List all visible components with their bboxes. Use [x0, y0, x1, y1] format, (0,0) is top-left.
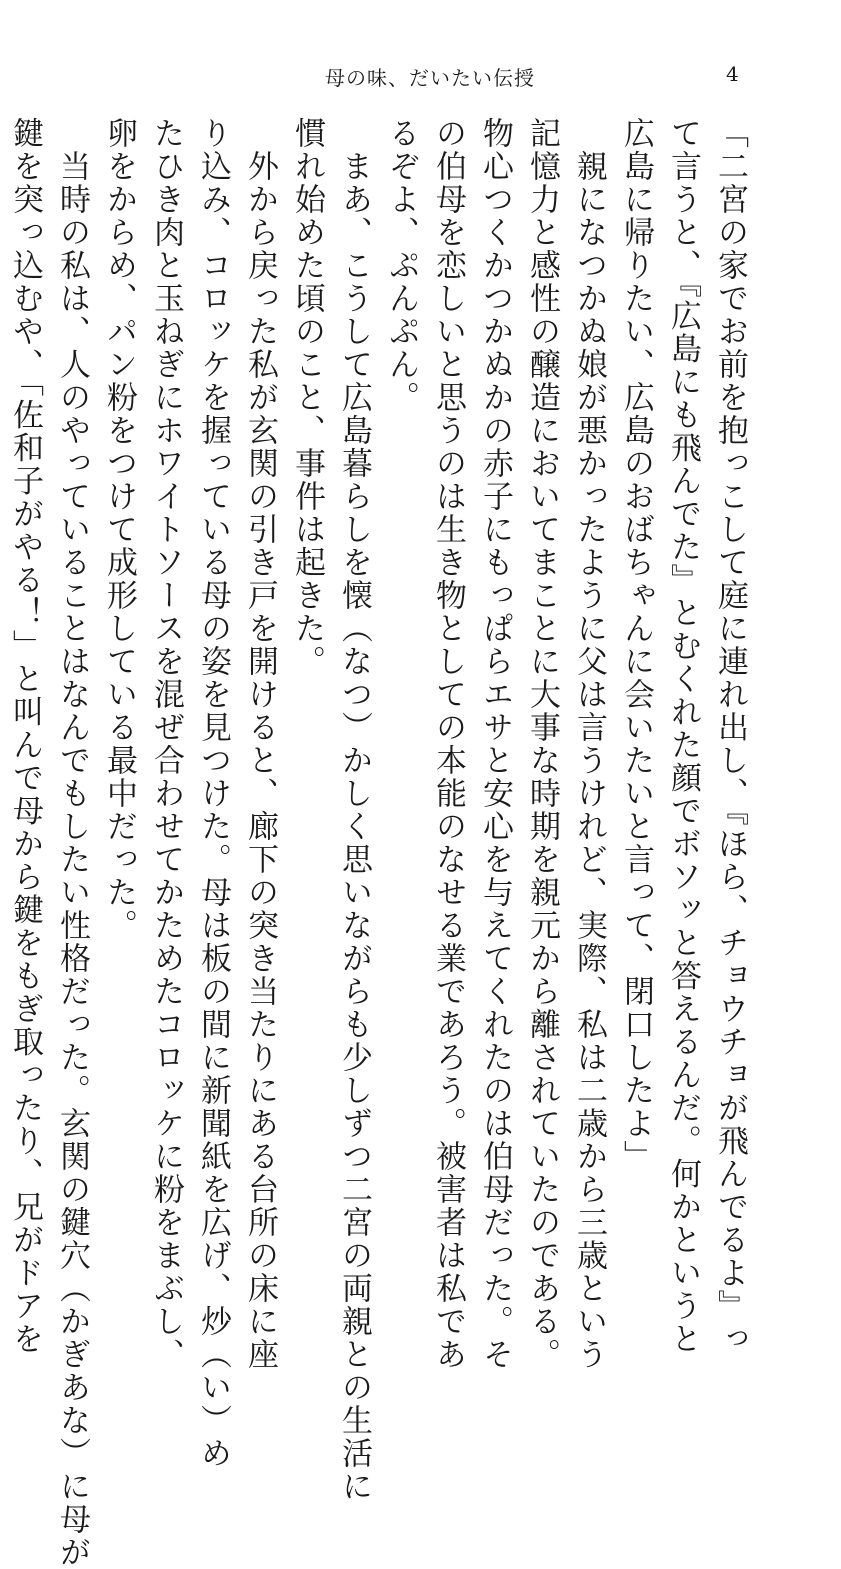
text-line: 当時の私は、人のやっていることはなんでもしたい性格だった。玄関の鍵穴（かぎあな）に母が	[54, 117, 90, 1569]
text-line: 親になつかぬ娘が悪かったように父は言うけれど、実際、私は二歳から三歳という	[571, 117, 607, 1371]
text-line: 物心つくかつかぬかの赤子にもっぱらエサと安心を与えてくれたのは伯母だった。そ	[477, 117, 513, 1371]
text-line: 卵をからめ、パン粉をつけて成形している最中だった。	[101, 117, 137, 942]
text-line: 「二宮の家でお前を抱っこして庭に連れ出し、『ほら、チョウチョが飛んでるよ』っ	[712, 117, 748, 1356]
text-line: 記憶力と感性の醸造においてまことに大事な時期を親元から離されていたのである。	[524, 117, 560, 1371]
text-line: の伯母を恋しいと思うのは生き物としての本能のなせる業であろう。被害者は私であ	[430, 117, 466, 1371]
text-line: 広島に帰りたい、広島のおばちゃんに会いたいと言って、閉口したよ」	[618, 117, 654, 1173]
text-line: たひき肉と玉ねぎにホワイトソースを混ぜ合わせてかためたコロッケに粉をまぶし、	[148, 117, 184, 1371]
text-line: まあ、こうして広島暮らしを懐（なつ）かしく思いながらも少しずつ二宮の両親との生活に	[336, 117, 372, 1503]
text-line: て言うと、『広島にも飛んでた』とむくれた顔でボソッと答えるんだ。何かというと	[665, 117, 701, 1356]
running-title: 母の味、だいたい伝授	[325, 66, 535, 90]
text-line: 慣れ始めた頃のこと、事件は起きた。	[289, 117, 325, 678]
text-line: るぞよ、ぷんぷん。	[383, 117, 419, 414]
text-line: 鍵を突っ込むや、「佐和子がやる！」と叫んで母から鍵をもぎ取ったり、兄がドアを	[7, 117, 43, 1356]
text-line: 外から戻った私が玄関の引き戸を開けると、廊下の突き当たりにある台所の床に座	[242, 117, 278, 1371]
text-line: り込み、コロッケを握っている母の姿を見つけた。母は板の間に新聞紙を広げ、炒（い）め	[195, 117, 231, 1470]
page-number: 4	[726, 62, 739, 86]
vertical-text-body	[1, 117, 753, 1569]
